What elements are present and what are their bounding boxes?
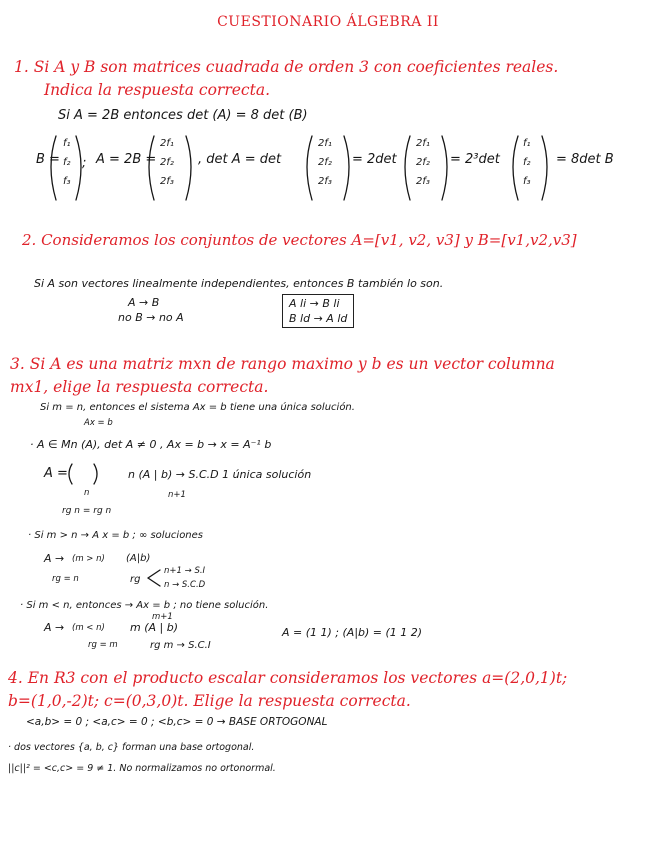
rank-equals-n: rg = n — [52, 574, 79, 584]
det-a-label: , det A = det — [198, 152, 282, 167]
case-m-less-n: · Si m < n, entonces → Ax = b ; no tiene solución. — [20, 600, 269, 611]
example-matrices: A = (1 1) ; (A|b) = (1 1 2) — [282, 626, 423, 639]
rank-branch-lines — [146, 566, 166, 590]
matrix-subscript-n: n — [84, 488, 90, 498]
case-m-equals-n: Si m = n, entonces el sistema Ax = b tiene una única solución. — [40, 402, 355, 413]
rank-equals-m: rg = m — [88, 640, 118, 650]
matrix-b-row-2: f₂ — [63, 157, 71, 168]
question-2-note: Si A son vectores linealmente independientes, entonces B también lo son. — [34, 277, 444, 290]
matrix-a-row-1: 2f₁ — [160, 138, 174, 149]
question-1-note: Si A = 2B entonces det (A) = 8 det (B) — [58, 108, 308, 123]
page-title: CUESTIONARIO ÁLGEBRA II — [217, 14, 439, 30]
question-3-line-1: 3. Si A es una matriz mxn de rango maximo y b es un vector columna — [10, 355, 555, 373]
box-line-2: B ld → A ld — [289, 312, 348, 325]
norm-c-note: ||c||² = <c,c> = 9 ≠ 1. No normalizamos no ortonormal. — [8, 763, 276, 774]
second-matrix-row-1: 2f₁ — [416, 138, 430, 149]
invertible-solution: · A ∈ Mn (A), det A ≠ 0 , Ax = b → x = A⁻¹ b — [30, 438, 272, 451]
third-matrix-row-1: f₁ — [523, 138, 531, 149]
m-less-n-label: (m < n) — [72, 623, 105, 633]
det-matrix-row-1: 2f₁ — [318, 138, 332, 149]
branch-scd: n → S.C.D — [164, 580, 206, 590]
matrix-a-label: A = 2B = — [96, 152, 157, 167]
augmented-n-plus-1: n+1 — [168, 490, 186, 500]
augmented-scd: n (A | b) → S.C.D 1 única solución — [128, 468, 312, 481]
det-matrix-row-3: 2f₃ — [318, 176, 332, 187]
matrix-b-row-1: f₁ — [63, 138, 71, 149]
second-matrix-row-3: 2f₃ — [416, 176, 430, 187]
augmented-matrix-m: m (A | b) — [130, 621, 179, 634]
result-8det-b: = 8det B — [556, 152, 614, 167]
question-1-line-1: 1. Si A y B son matrices cuadrada de orden 3 con coeficientes reales. — [14, 58, 559, 76]
question-3-line-2: mx1, elige la respuesta correcta. — [10, 378, 269, 396]
matrix-a-row-3: 2f₃ — [160, 176, 174, 187]
second-matrix-row-2: 2f₂ — [416, 157, 430, 168]
system-axb: Ax = b — [84, 418, 113, 428]
matrix-b-label: B = — [36, 152, 60, 167]
matrix-brackets-drawing — [30, 130, 650, 210]
branch-si: n+1 → S.I — [164, 566, 206, 576]
matrix-separator: ; — [82, 156, 87, 171]
rank-sci: rg m → S.C.I — [150, 640, 211, 651]
matrix-a-arrow: A → — [44, 552, 65, 565]
case-m-greater-n: · Si m > n → A x = b ; ∞ soluciones — [28, 530, 204, 541]
linear-independence-box — [282, 294, 354, 328]
empty-matrix-brackets — [64, 462, 124, 492]
matrix-a-arrow-2: A → — [44, 621, 65, 634]
equals-2det: = 2det — [352, 152, 397, 167]
m-greater-n-label: (m > n) — [72, 554, 105, 564]
rank-branch-label: rg — [130, 574, 141, 585]
question-2-line-1: 2. Consideramos los conjuntos de vectores A=[v1, v2, v3] y B=[v1,v2,v3] — [22, 231, 577, 249]
augmented-m-plus-1: m+1 — [152, 612, 173, 622]
question-1-line-2: Indica la respuesta correcta. — [44, 81, 271, 99]
question-4-line-2: b=(1,0,-2)t; c=(0,3,0)t. Elige la respuesta correcta. — [8, 692, 411, 710]
augmented-matrix-label: (A|b) — [126, 553, 151, 564]
question-4-line-1: 4. En R3 con el producto escalar consideramos los vectores a=(2,0,1)t; — [8, 669, 568, 687]
matrix-b-row-3: f₃ — [63, 176, 71, 187]
implication-a-to-b: A → B — [128, 296, 160, 309]
inner-products-orthogonal: <a,b> = 0 ; <a,c> = 0 ; <b,c> = 0 → BASE ORTOGONAL — [26, 716, 328, 728]
implication-contrapositive: no B → no A — [118, 311, 184, 324]
box-line-1: A li → B li — [289, 297, 340, 310]
orthogonal-basis-note: · dos vectores {a, b, c} forman una base ortogonal. — [8, 742, 255, 753]
det-matrix-row-2: 2f₂ — [318, 157, 332, 168]
matrix-a-row-2: 2f₂ — [160, 157, 174, 168]
matrix-a-equals: A = — [44, 466, 68, 481]
equals-2-cubed-det: = 2³det — [450, 152, 500, 167]
rank-equality: rg n = rg n — [62, 506, 112, 516]
third-matrix-row-2: f₂ — [523, 157, 531, 168]
third-matrix-row-3: f₃ — [523, 176, 531, 187]
